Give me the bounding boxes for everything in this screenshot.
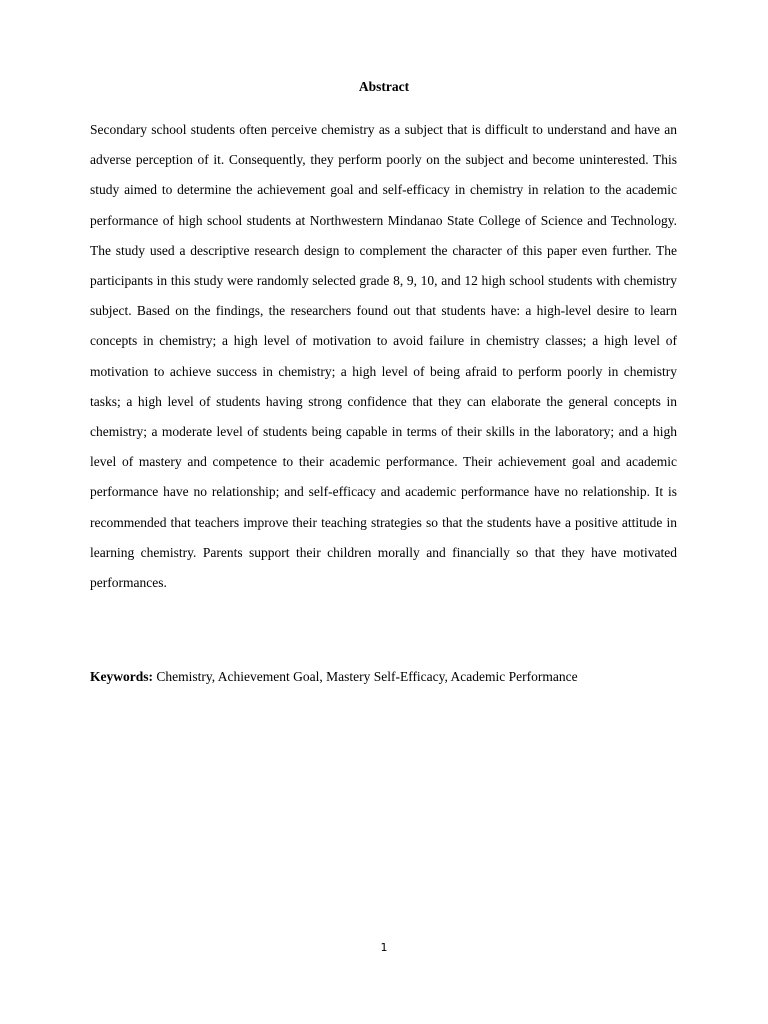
page-number: 1 <box>380 941 388 954</box>
abstract-body: Secondary school students often perceive chemistry as a subject that is difficult to understand and have an adverse perception of it. Consequently, they perform poorly on the subject and become uninterested. This study aimed to determine the achievement goal and self-efficacy in chemistry in relation to the academic performance of high school students at Northwestern Mindanao State College of Science and Technology. The study used a descriptive research design to complement the character of this paper even further. The participants in this study were randomly selected grade 8, 9, 10, and 12 high school students with chemistry subject. Based on the findings, the researchers found out that students have: a high-level desire to learn concepts in chemistry; a high level of motivation to avoid failure in chemistry classes; a high level of motivation to achieve success in chemistry; a high level of being afraid to perform poorly in chemistry tasks; a high level of students having strong confidence that they can elaborate the general concepts in chemistry; a moderate level of students being capable in terms of their skills in the laboratory; and a high level of mastery and competence to their academic performance. Their achievement goal and academic performance have no relationship; and self-efficacy and academic performance have no relationship. It is recommended that teachers improve their teaching strategies so that the students have a positive attitude in learning chemistry. Parents support their children morally and financially so that they have motivated performances. <box>90 122 677 591</box>
abstract-heading: Abstract <box>358 79 410 94</box>
keywords-list: Chemistry, Achievement Goal, Mastery Self-Efficacy, Academic Performance <box>156 669 578 684</box>
keywords-line <box>90 667 690 687</box>
keywords-label: Keywords: <box>90 669 153 684</box>
